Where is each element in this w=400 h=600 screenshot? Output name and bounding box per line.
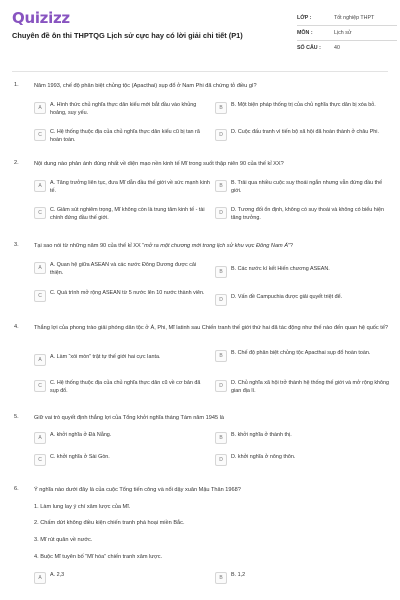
meta-value: Lịch sử xyxy=(334,30,352,36)
option-text: A. 2,3 xyxy=(50,572,65,578)
option-letter: B xyxy=(215,432,227,444)
option-text: B. 1,2 xyxy=(231,572,246,578)
worksheet-title: Chuyên đề ôn thi THPTQG Lịch sử cực hay có lời giải chi tiết (P1) xyxy=(12,31,243,40)
option-letter: D xyxy=(215,207,227,219)
meta-value: 40 xyxy=(334,45,340,51)
option-letter: D xyxy=(215,294,227,306)
option-text: B. Một biện pháp thống trị của chủ nghĩa thực dân bị xóa bỏ. xyxy=(231,102,376,108)
option-letter: D xyxy=(215,380,227,392)
option-letter: A xyxy=(34,572,46,584)
question-number: 4. xyxy=(14,324,19,330)
meta-row-subject xyxy=(297,26,397,41)
meta-label: MÔN : xyxy=(297,30,313,36)
option-letter: D xyxy=(215,129,227,141)
option-text: D. khởi nghĩa ở nông thôn. xyxy=(231,454,296,460)
option-letter: D xyxy=(215,454,227,466)
option-text: D. Vấn đề Campuchia được giải quyết triệt để. xyxy=(231,294,343,300)
option-text: A. khởi nghĩa ở Đà Nẵng. xyxy=(50,432,112,438)
question-number: 3. xyxy=(14,242,19,248)
question-text: Năm 1993, chế độ phân biệt chủng tộc (Apacthai) sụp đổ ở Nam Phi đã chứng tỏ điều gì? xyxy=(34,83,257,89)
option-text: D. Chủ nghĩa xã hội trở thành hệ thống thế giới và mở rộng không gian địa lí. xyxy=(231,380,390,394)
meta-value: Tốt nghiệp THPT xyxy=(334,15,375,21)
question-text-end: ”? xyxy=(288,243,293,249)
option-text: A. Quan hệ giữa ASEAN và các nước Đông Dương được cải thiện. xyxy=(50,262,197,276)
option-letter: B xyxy=(215,266,227,278)
option-text: D. Cuộc đấu tranh vì tiến bộ xã hội đã hoàn thành ở châu Phi. xyxy=(231,129,379,135)
meta-row-count xyxy=(297,41,397,55)
option-text: C. Giảm sút nghiêm trọng, Mĩ không còn là trung tâm kinh tế - tài chính đứng đầu thế giới. xyxy=(50,207,205,221)
question-number: 6. xyxy=(14,486,19,492)
option-text: B. khởi nghĩa ở thành thị. xyxy=(231,432,292,438)
option-letter: B xyxy=(215,180,227,192)
statement-3: 3. Mĩ rút quân về nước. xyxy=(34,537,93,543)
header-divider xyxy=(12,71,388,72)
meta-row-class xyxy=(297,11,397,26)
question-text xyxy=(34,242,390,250)
statement-1: 1. Làm lung lay ý chí xâm lược của Mĩ. xyxy=(34,504,131,510)
option-letter: C xyxy=(34,380,46,392)
option-letter: C xyxy=(34,129,46,141)
option-letter: C xyxy=(34,207,46,219)
option-letter: A xyxy=(34,180,46,192)
option-text: B. Trải qua nhiều cuộc suy thoái ngắn nhưng vẫn đứng đầu thế giới. xyxy=(231,180,383,194)
option-letter: C xyxy=(34,454,46,466)
option-letter: B xyxy=(215,572,227,584)
meta-label: SỐ CÂU : xyxy=(297,45,321,51)
option-letter: B xyxy=(215,102,227,114)
option-letter: A xyxy=(34,262,46,274)
option-text: A. Tăng trưởng liên tục, đưa Mĩ dẫn đầu thế giới về sức mạnh kinh tế. xyxy=(50,180,210,194)
question-text: Thắng lợi của phong trào giải phóng dân tộc ở Á, Phi, Mĩ latinh sau Chiến tranh thế giới thứ hai đã tác động như thế nào đến quan hệ quốc tế? xyxy=(34,325,389,331)
quizizz-logo: Quizizz xyxy=(12,9,70,27)
option-text: B. Chế độ phân biệt chủng tộc Apacthai sụp đổ hoàn toàn. xyxy=(231,350,371,356)
question-text: Nội dung nào phản ánh đúng nhất về diện mạo nền kinh tế Mĩ trong suốt thập niên 90 của thế kỉ XX? xyxy=(34,161,284,167)
question-text: Giữ vai trò quyết định thắng lợi của Tổng khởi nghĩa tháng Tám năm 1945 là xyxy=(34,415,224,421)
question-text: Ý nghĩa nào dưới đây là của cuộc Tổng tiến công và nổi dậy xuân Mậu Thân 1968? xyxy=(34,487,241,493)
statement-4: 4. Buộc Mĩ tuyên bố “Mĩ hóa” chiến tranh xâm lược. xyxy=(34,554,163,560)
option-letter: A xyxy=(34,354,46,366)
question-number: 2. xyxy=(14,160,19,166)
statement-2: 2. Chấm dứt không điều kiện chiến tranh phá hoại miền Bắc. xyxy=(34,520,185,526)
option-text: C. khởi nghĩa ở Sài Gòn. xyxy=(50,454,110,460)
option-text: B. Các nước kí kết Hiến chương ASEAN. xyxy=(231,266,330,272)
option-text: C. Quá trình mở rộng ASEAN từ 5 nước lên 10 nước thành viên. xyxy=(50,290,205,296)
option-letter: C xyxy=(34,290,46,302)
option-letter: A xyxy=(34,432,46,444)
option-letter: B xyxy=(215,350,227,362)
question-text-quote: mở ra một chương mới trong lịch sử khu vực Đông Nam Á xyxy=(144,243,288,249)
option-text: A. Hình thức chủ nghĩa thực dân kiểu mới bắt đầu vào khủng hoảng, suy yếu. xyxy=(50,102,197,116)
option-text: C. Hệ thống thuộc địa của chủ nghĩa thực dân kiểu cũ bị tan rã hoàn toàn. xyxy=(50,129,200,143)
question-text-plain: Tại sao nói từ những năm 90 của thế kỉ XX “ xyxy=(34,243,145,249)
option-text: D. Tương đối ổn định, không có suy thoái và không có biểu hiện tăng trưởng. xyxy=(231,207,384,221)
option-text: C. Hệ thống thuộc địa của chủ nghĩa thực dân cũ về cơ bản đã sụp đổ. xyxy=(50,380,201,394)
question-number: 1. xyxy=(14,82,19,88)
option-letter: A xyxy=(34,102,46,114)
question-number: 5. xyxy=(14,414,19,420)
option-text: A. Làm “xói mòn” trật tự thế giới hai cực Ianta. xyxy=(50,354,161,360)
worksheet-header xyxy=(0,0,400,66)
meta-label: LỚP : xyxy=(297,15,312,21)
worksheet-meta-table xyxy=(297,11,397,55)
